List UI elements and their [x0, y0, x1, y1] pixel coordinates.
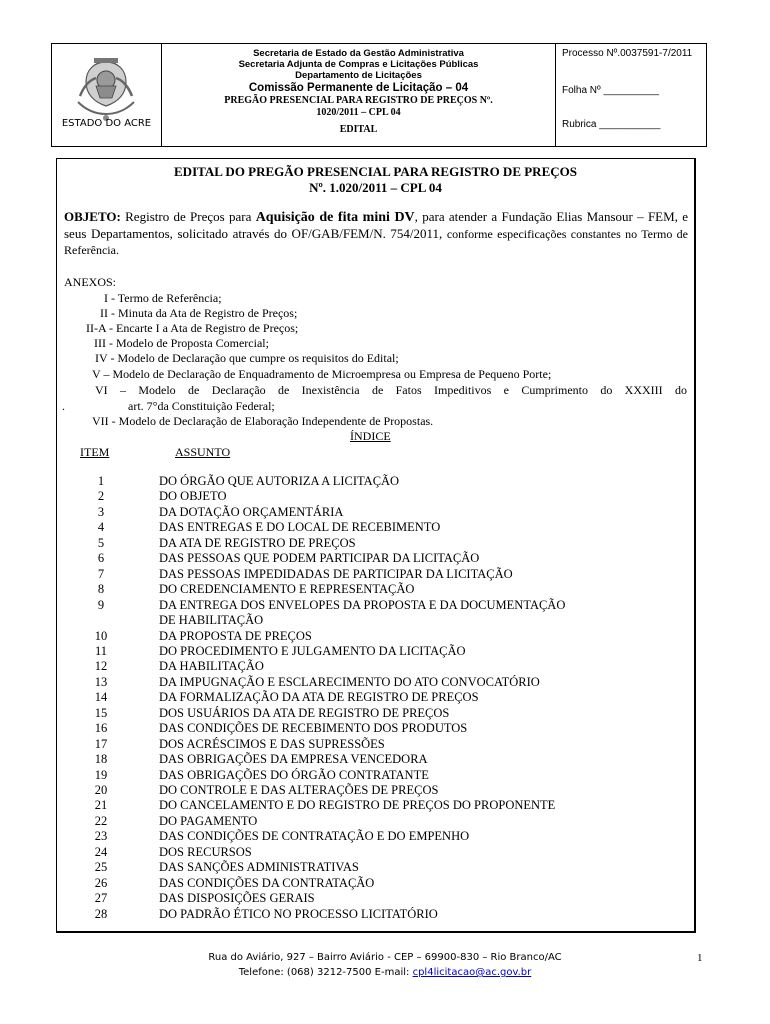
edital-body: [56, 158, 696, 933]
state-name: ESTADO DO ACRE: [61, 118, 152, 129]
page-number: 1: [697, 952, 703, 964]
index-item-title: DAS PESSOAS IMPEDIDADAS DE PARTICIPAR DA LICITAÇÃO: [159, 567, 513, 581]
index-item-number: 4: [97, 520, 105, 534]
index-item-number: 20: [94, 783, 108, 797]
index-item-title: DO CONTROLE E DAS ALTERAÇÕES DE PREÇOS: [159, 783, 439, 797]
index-item-title: DAS DISPOSIÇÕES GERAIS: [159, 891, 315, 905]
header-line-adjunta: Secretaria Adjunta de Compras e Licitações Públicas: [238, 59, 479, 70]
document-header: [51, 43, 707, 147]
item-column-header: ITEM: [80, 445, 110, 459]
indice-heading: ÍNDICE: [350, 429, 391, 443]
index-item-number: 21: [94, 798, 108, 812]
index-item-title: DO ÓRGÃO QUE AUTORIZA A LICITAÇÃO: [159, 474, 400, 488]
seal-cell: [52, 44, 162, 146]
objeto-text-c: conforme especificações constantes no Termo de Referência.: [64, 227, 688, 257]
objeto-bold: Aquisição de fita mini DV: [255, 210, 415, 225]
index-item-number: 1: [97, 474, 105, 488]
index-item-title: DAS OBRIGAÇÕES DO ÓRGÃO CONTRATANTE: [159, 768, 429, 782]
index-item-title: DO PROCEDIMENTO E JULGAMENTO DA LICITAÇÃO: [159, 644, 466, 658]
folha-field: Folha Nº __________: [562, 85, 660, 96]
index-item-number: 28: [94, 907, 108, 921]
index-item-number: 26: [94, 876, 108, 890]
index-item-number: 10: [94, 629, 108, 643]
anexo-item: II-A - Encarte I a Ata de Registro de Preços;: [86, 321, 299, 335]
header-line-numero: 1020/2011 – CPL 04: [316, 107, 401, 118]
index-item-number: 13: [94, 675, 108, 689]
index-item-title: DA IMPUGNAÇÃO E ESCLARECIMENTO DO ATO CONVOCATÓRIO: [159, 675, 540, 689]
header-titles: [162, 44, 556, 146]
index-item-title: DO PAGAMENTO: [159, 814, 258, 828]
state-seal-icon: [74, 56, 138, 124]
index-item-title: DA PROPOSTA DE PREÇOS: [159, 629, 312, 643]
index-item-number: 7: [97, 567, 105, 581]
index-item-number: 23: [94, 829, 108, 843]
header-process-info: [556, 44, 706, 146]
index-item-title: DAS ENTREGAS E DO LOCAL DE RECEBIMENTO: [159, 520, 441, 534]
header-line-secretaria: Secretaria de Estado da Gestão Administrativa: [253, 48, 464, 59]
assunto-column-header: ASSUNTO: [175, 445, 231, 459]
anexo-item: I - Termo de Referência;: [104, 291, 222, 305]
anexo-item: V – Modelo de Declaração de Enquadramento de Microempresa ou Empresa de Pequeno Porte;: [92, 367, 552, 381]
index-item-number: 6: [97, 551, 105, 565]
anexo-dot: .: [62, 399, 65, 413]
index-item-number: 11: [94, 644, 108, 658]
edital-number: Nº. 1.020/2011 – CPL 04: [309, 180, 442, 195]
index-item-number: 22: [94, 814, 108, 828]
footer-phone: Telefone: (068) 3212-7500 E-mail:: [238, 967, 413, 978]
anexo-item: III - Modelo de Proposta Comercial;: [94, 336, 269, 350]
index-item-number: 18: [94, 752, 108, 766]
index-item-number: 5: [97, 536, 105, 550]
objeto-text-a: Registro de Preços para: [120, 209, 256, 224]
index-item-title: DO CANCELAMENTO E DO REGISTRO DE PREÇOS DO PROPONENTE: [159, 798, 556, 812]
index-item-title: DOS RECURSOS: [159, 845, 252, 859]
index-item-title: DAS PESSOAS QUE PODEM PARTICIPAR DA LICITAÇÃO: [159, 551, 480, 565]
index-item-number: 3: [97, 505, 105, 519]
index-item-title: DOS USUÁRIOS DA ATA DE REGISTRO DE PREÇOS: [159, 706, 450, 720]
index-item-title: DAS OBRIGAÇÕES DA EMPRESA VENCEDORA: [159, 752, 428, 766]
footer-email-link[interactable]: cpl4licitacao@ac.gov.br: [412, 967, 532, 978]
header-line-comissao: Comissão Permanente de Licitação – 04: [248, 82, 469, 94]
index-item-number: 15: [94, 706, 108, 720]
objeto-text-b: , para atender a Fundação Elias Mansour – FEM, e seus Departamentos, solicitado através do OF/GAB/FEM/N. 754/2011,: [64, 209, 688, 241]
index-item-title: DA DOTAÇÃO ORÇAMENTÁRIA: [159, 505, 344, 519]
index-item-title: DAS SANÇÕES ADMINISTRATIVAS: [159, 860, 359, 874]
index-item-title: DOS ACRÉSCIMOS E DAS SUPRESSÕES: [159, 737, 385, 751]
index-item-number: 8: [97, 582, 105, 596]
index-item-title: DO CREDENCIAMENTO E REPRESENTAÇÃO: [159, 582, 415, 596]
index-item-title: DO PADRÃO ÉTICO NO PROCESSO LICITATÓRIO: [159, 907, 438, 921]
objeto-paragraph: [64, 209, 688, 258]
processo-number: Processo Nº.0037591-7/2011: [562, 48, 693, 59]
index-item-number: 14: [94, 690, 108, 704]
index-item-number: 2: [97, 489, 105, 503]
index-item-number: 27: [94, 891, 108, 905]
index-item-number: 25: [94, 860, 108, 874]
index-item-title: DA ATA DE REGISTRO DE PREÇOS: [159, 536, 356, 550]
rubrica-field: Rubrica ___________: [562, 119, 661, 130]
index-item-number: 17: [94, 737, 108, 751]
index-item-title: DO OBJETO: [159, 489, 227, 503]
anexo-item: II - Minuta da Ata de Registro de Preços;: [100, 306, 298, 320]
index-item-number: 19: [94, 768, 108, 782]
index-item-number: 9: [97, 598, 105, 612]
index-item-number: 16: [94, 721, 108, 735]
anexo-item: art. 7°da Constituição Federal;: [128, 399, 275, 413]
index-item-title: DAS CONDIÇÕES DE CONTRATAÇÃO E DO EMPENHO: [159, 829, 470, 843]
anexo-item: VI – Modelo de Declaração de Inexistência de Fatos Impeditivos e Cumprimento do XXXIII do: [95, 383, 687, 397]
index-item-title: DA HABILITAÇÃO: [159, 659, 264, 673]
header-line-departamento: Departamento de Licitações: [295, 70, 422, 81]
index-item-number: 12: [94, 659, 108, 673]
edital-title: EDITAL DO PREGÃO PRESENCIAL PARA REGISTRO DE PREÇOS: [174, 164, 577, 179]
footer-contact: [0, 967, 770, 978]
header-line-pregao: PREGÃO PRESENCIAL PARA REGISTRO DE PREÇOS Nº.: [224, 95, 493, 106]
index-item-number: 24: [94, 845, 108, 859]
index-item-title: DA FORMALIZAÇÃO DA ATA DE REGISTRO DE PREÇOS: [159, 690, 479, 704]
index-item-title: DAS CONDIÇÕES DA CONTRATAÇÃO: [159, 876, 375, 890]
index-item-title: DAS CONDIÇÕES DE RECEBIMENTO DOS PRODUTOS: [159, 721, 468, 735]
objeto-label: OBJETO:: [64, 209, 121, 224]
footer-address: Rua do Aviário, 927 – Bairro Aviário - CEP – 69900-830 – Rio Branco/AC: [208, 952, 562, 963]
anexo-item: VII - Modelo de Declaração de Elaboração Independente de Propostas.: [92, 414, 434, 428]
anexo-item: IV - Modelo de Declaração que cumpre os requisitos do Edital;: [95, 351, 399, 365]
anexos-label: ANEXOS:: [64, 275, 117, 289]
header-line-edital: EDITAL: [339, 124, 378, 135]
index-item-title: DE HABILITAÇÃO: [159, 613, 264, 627]
index-item-title: DA ENTREGA DOS ENVELOPES DA PROPOSTA E DA DOCUMENTAÇÃO: [159, 598, 566, 612]
